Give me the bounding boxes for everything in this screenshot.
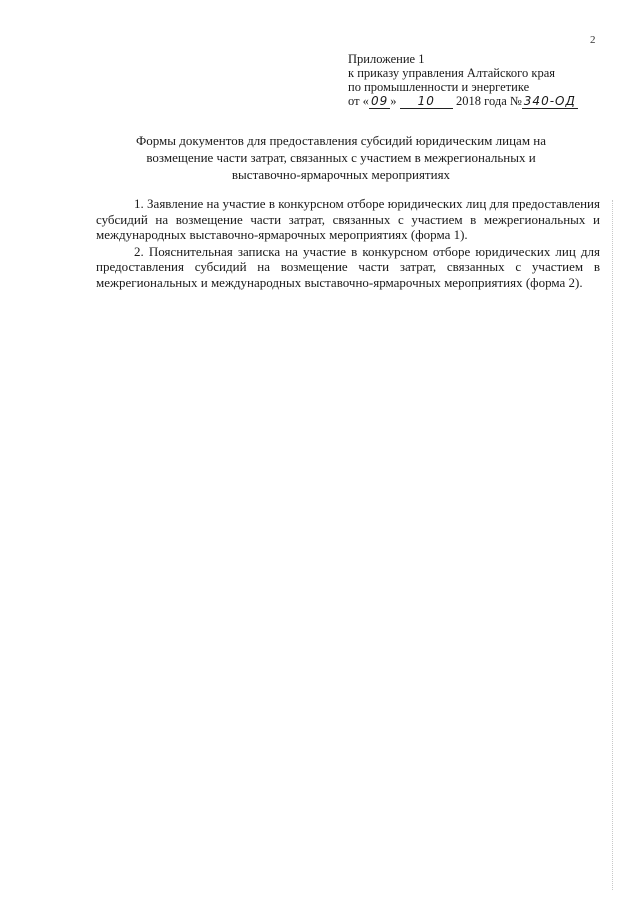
appendix-title: Приложение 1 — [348, 52, 425, 66]
appendix-department-line: по промышленности и энергетике — [348, 80, 530, 94]
date-day: 09 — [370, 94, 389, 108]
document-body — [96, 196, 600, 290]
document-title — [96, 132, 586, 183]
date-separator: » — [390, 94, 397, 108]
date-prefix: от « — [348, 94, 369, 108]
title-line: выставочно-ярмарочных мероприятиях — [231, 167, 451, 182]
date-month: 10 — [400, 94, 453, 109]
order-number: 340-ОД — [523, 94, 576, 108]
scan-edge-line — [612, 200, 614, 890]
title-line: Формы документов для предоставления субсидий юридическим лицам на — [135, 133, 547, 148]
appendix-order-line: к приказу управления Алтайского края — [348, 66, 555, 80]
date-year: 2018 года № — [456, 94, 522, 108]
appendix-block — [348, 52, 618, 108]
list-item-form-2: 2. Пояснительная записка на участие в конкурсном отборе юридических лиц для предоставления субсидий на возмещение части затрат, связанных с участием в межрегиональных и международных выставочно-ярмарочных мероприятиях (форма 2). — [96, 243, 600, 290]
appendix-date-line — [348, 94, 618, 108]
list-item-form-1: 1. Заявление на участие в конкурсном отборе юридических лиц для предоставления субсидий на возмещение части затрат, связанных с участием в межрегиональных и международных выставочно-ярмарочных мероприятиях (форма 1). — [96, 196, 600, 242]
page-number: 2 — [590, 34, 596, 46]
title-line: возмещение части затрат, связанных с участием в межрегиональных и — [146, 150, 536, 165]
